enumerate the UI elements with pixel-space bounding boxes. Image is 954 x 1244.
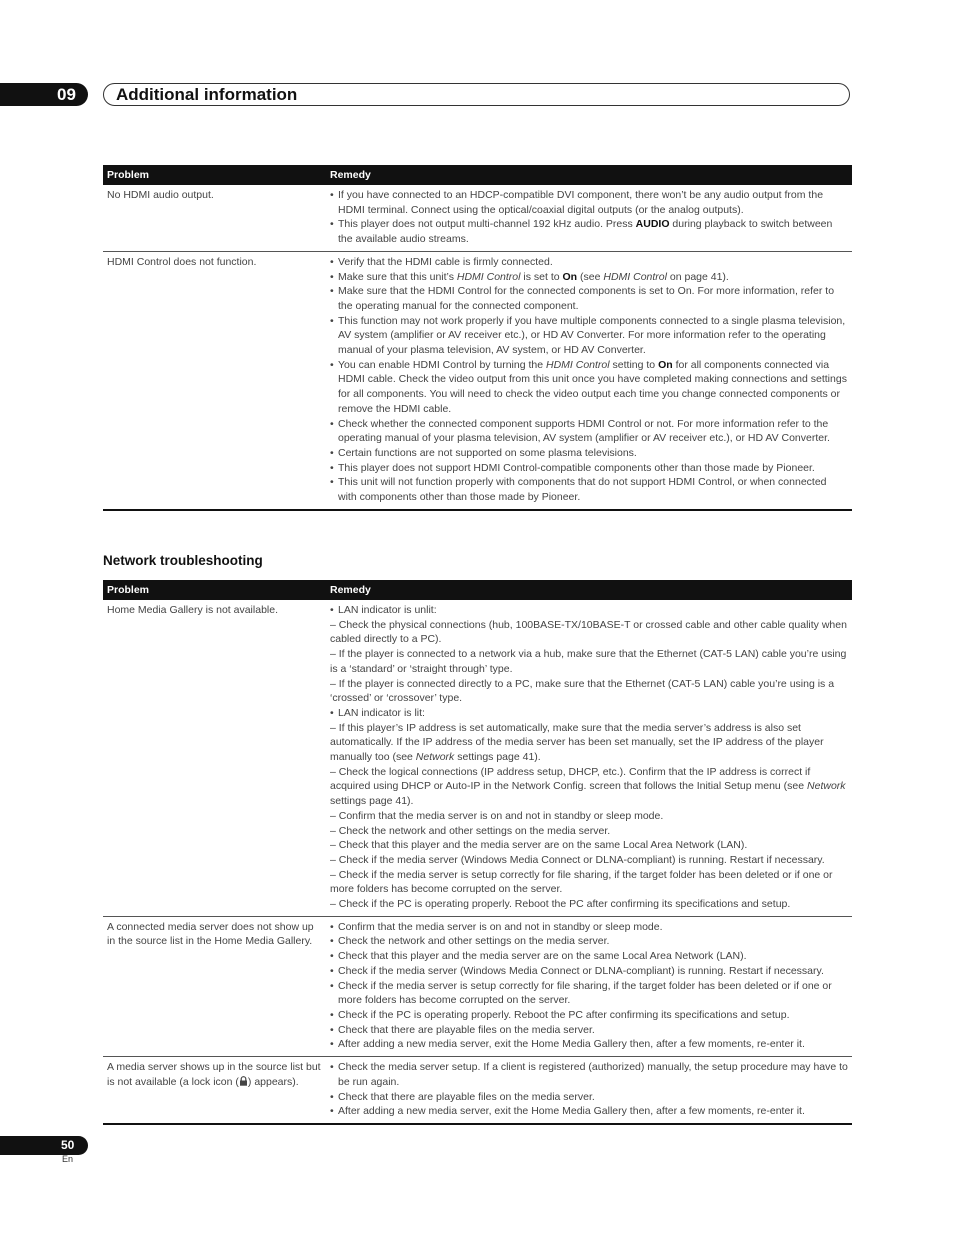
table-row bbox=[103, 600, 852, 916]
remedy-text: – Check that this player and the media server are on the same Local Area Network (LAN). bbox=[330, 839, 748, 852]
remedy-dash-item bbox=[330, 618, 848, 647]
remedy-text: Check the network and other settings on the media server. bbox=[338, 935, 610, 948]
remedy-text: LAN indicator is lit: bbox=[338, 706, 425, 719]
remedy-text: Verify that the HDMI cable is firmly connected. bbox=[338, 255, 553, 268]
remedy-dash-item bbox=[330, 721, 848, 765]
remedy-text: settings page 41). bbox=[330, 795, 414, 808]
remedy-bullet-item bbox=[330, 1023, 848, 1038]
language-code: En bbox=[62, 1154, 74, 1164]
column-header-problem: Problem bbox=[103, 580, 326, 600]
column-header-remedy: Remedy bbox=[326, 580, 852, 600]
remedy-text: Check the media server setup. If a client is registered (authorized) manually, the setup procedure may have to be run again. bbox=[338, 1061, 848, 1088]
remedy-bullet-item bbox=[330, 270, 848, 285]
remedy-cell bbox=[326, 251, 852, 509]
remedy-bullet-item bbox=[330, 446, 848, 461]
remedy-bullet-item bbox=[330, 1060, 848, 1089]
remedy-text: Check if the media server is setup correctly for file sharing, if the target folder has been deleted or if one or more folders has become corrupted on the server. bbox=[338, 979, 832, 1007]
remedy-text: setting to bbox=[609, 358, 659, 371]
remedy-text: – Check the network and other settings on the media server. bbox=[330, 824, 611, 837]
remedy-bullet-item bbox=[330, 603, 848, 618]
remedy-bullet-item bbox=[330, 417, 848, 446]
remedy-text: Make sure that this unit’s bbox=[338, 270, 457, 283]
table-row bbox=[103, 916, 852, 1056]
table-header-row bbox=[103, 165, 852, 185]
remedy-text: during playback to switch between the available audio streams. bbox=[338, 218, 833, 246]
remedy-cell bbox=[326, 600, 852, 916]
remedy-bullet-item bbox=[330, 217, 848, 246]
remedy-bullet-item bbox=[330, 188, 848, 217]
network-troubleshooting-table bbox=[103, 580, 852, 1125]
remedy-bullet-item bbox=[330, 475, 848, 504]
remedy-text: This unit will not function properly with components that do not support HDMI Control, or when connected with components other than those made by Pioneer. bbox=[338, 476, 827, 504]
remedy-text: – Check if the media server is setup correctly for file sharing, if the target folder has been deleted or if one or more folders has become corrupted on the server. bbox=[330, 868, 833, 896]
chapter-number-tab bbox=[0, 83, 88, 106]
remedy-bullet-item bbox=[330, 1090, 848, 1105]
remedy-bullet-item bbox=[330, 949, 848, 964]
chapter-title: Additional information bbox=[116, 85, 298, 104]
remedy-bullet-item bbox=[330, 284, 848, 313]
chapter-number: 09 bbox=[57, 85, 76, 104]
remedy-text: – Confirm that the media server is on and not in standby or sleep mode. bbox=[330, 809, 664, 822]
problem-text-after: ) appears). bbox=[247, 1075, 299, 1088]
remedy-text: (see bbox=[577, 270, 604, 283]
remedy-text: is set to bbox=[520, 270, 563, 283]
remedy-text: on page 41). bbox=[666, 270, 729, 283]
remedy-text: LAN indicator is unlit: bbox=[338, 604, 437, 616]
remedy-italic-text: Network bbox=[415, 751, 455, 764]
problem-text-before: A media server shows up in the source list but is not available (a lock icon ( bbox=[107, 1061, 321, 1088]
remedy-text: – Check the logical connections (IP address setup, DHCP, etc.). Confirm that the IP address is correct if acquired using DHCP or Auto-IP in the Network Config. screen that follows the Initial Setup menu (see bbox=[330, 765, 811, 793]
remedy-text: – If the player is connected directly to a PC, make sure that the Ethernet (CAT-5 LAN) cable you’re using is a ‘crossed’ or ‘crossover’ type. bbox=[330, 677, 835, 705]
remedy-bullet-item bbox=[330, 934, 848, 949]
remedy-bullet-item bbox=[330, 979, 848, 1008]
remedy-text: After adding a new media server, exit the Home Media Gallery then, after a few moments, re-enter it. bbox=[338, 1038, 805, 1051]
remedy-dash-item bbox=[330, 868, 848, 897]
lock-icon bbox=[239, 1076, 248, 1091]
problem-cell: Home Media Gallery is not available. bbox=[103, 600, 326, 916]
hdmi-troubleshooting-table bbox=[103, 165, 852, 511]
remedy-text: This function may not work properly if you have multiple components connected to a single plasma television, AV system (amplifier or AV receiver etc.), or HD AV Converter. For more information refer to the operating manual of your plasma television, AV system, or HD AV Converter. bbox=[338, 314, 846, 357]
remedy-text: – If the player is connected to a network via a hub, make sure that the Ethernet (CAT-5 LAN) cable you’re using is a ‘standard’ or ‘straight through’ type. bbox=[330, 648, 847, 675]
remedy-text: Check if the PC is operating properly. Reboot the PC after confirming its specifications and setup. bbox=[338, 1008, 790, 1021]
remedy-text: Check that there are playable files on the media server. bbox=[338, 1023, 595, 1036]
remedy-text: Check that there are playable files on the media server. bbox=[338, 1090, 595, 1103]
remedy-bold-text: On bbox=[562, 270, 578, 283]
remedy-text: – Check if the media server (Windows Media Connect or DLNA-compliant) is running. Restart if necessary. bbox=[330, 853, 825, 866]
remedy-italic-text: HDMI Control bbox=[546, 358, 610, 371]
remedy-dash-item bbox=[330, 824, 848, 839]
remedy-text: If you have connected to an HDCP-compatible DVI component, there won’t be any audio output from the HDMI terminal. Connect using the optical/coaxial digital outputs (or the analog outputs). bbox=[338, 189, 824, 216]
remedy-bold-text: On bbox=[658, 358, 673, 371]
table-header-row bbox=[103, 580, 852, 600]
problem-cell: HDMI Control does not function. bbox=[103, 251, 326, 509]
remedy-text: settings page 41). bbox=[454, 751, 541, 764]
remedy-bullet-item bbox=[330, 314, 848, 358]
problem-cell: No HDMI audio output. bbox=[103, 185, 326, 251]
remedy-bullet-item bbox=[330, 1104, 848, 1119]
table-row bbox=[103, 251, 852, 509]
remedy-dash-item bbox=[330, 809, 848, 824]
remedy-italic-text: HDMI Control bbox=[603, 270, 667, 283]
remedy-dash-item bbox=[330, 677, 848, 706]
table-row bbox=[103, 1057, 852, 1124]
remedy-bullet-item bbox=[330, 920, 848, 935]
remedy-text: – Check if the PC is operating properly. Reboot the PC after confirming its specifications and setup. bbox=[330, 898, 791, 911]
remedy-text: Certain functions are not supported on some plasma televisions. bbox=[338, 446, 637, 459]
remedy-bullet-item bbox=[330, 461, 848, 476]
remedy-dash-item bbox=[330, 647, 848, 676]
remedy-bullet-item bbox=[330, 358, 848, 417]
remedy-text: After adding a new media server, exit the Home Media Gallery then, after a few moments, re-enter it. bbox=[338, 1105, 805, 1118]
remedy-cell bbox=[326, 1057, 852, 1124]
remedy-text: – Check the physical connections (hub, 100BASE-TX/10BASE-T or crossed cable and other cable quality when cabled directly to a PC). bbox=[330, 618, 847, 646]
page-number: 50 bbox=[61, 1138, 75, 1152]
remedy-cell bbox=[326, 185, 852, 251]
remedy-bullet-item bbox=[330, 706, 848, 721]
section-heading: Network troubleshooting bbox=[103, 553, 263, 568]
remedy-text: This player does not output multi-channel 192 kHz audio. Press bbox=[338, 218, 636, 231]
remedy-text: Check if the media server (Windows Media Connect or DLNA-compliant) is running. Restart if necessary. bbox=[338, 964, 824, 977]
remedy-text: This player does not support HDMI Control-compatible components other than those made by Pioneer. bbox=[338, 461, 815, 474]
remedy-dash-item bbox=[330, 897, 848, 912]
column-header-remedy: Remedy bbox=[326, 165, 852, 185]
remedy-bullet-item bbox=[330, 1008, 848, 1023]
remedy-dash-item bbox=[330, 838, 848, 853]
problem-cell: A connected media server does not show up in the source list in the Home Media Gallery. bbox=[103, 916, 326, 1056]
remedy-bullet-item bbox=[330, 964, 848, 979]
remedy-text: Confirm that the media server is on and not in standby or sleep mode. bbox=[338, 920, 663, 933]
remedy-bullet-item bbox=[330, 1037, 848, 1052]
remedy-dash-item bbox=[330, 765, 848, 809]
remedy-text: for all components connected via HDMI cable. Check the video output from this unit once you have completed making connections and settings for all components. You will need to check the video output each time you change connected components or remove the HDMI cable. bbox=[338, 358, 847, 415]
remedy-text: – If this player’s IP address is set automatically, make sure that the media server’s address is also set automatically. If the IP address of the media server has been set manually, set the IP address of the player manually too (see bbox=[330, 721, 824, 764]
remedy-text: You can enable HDMI Control by turning the bbox=[338, 358, 546, 371]
remedy-dash-item bbox=[330, 853, 848, 868]
remedy-italic-text: Network bbox=[807, 780, 846, 793]
remedy-cell bbox=[326, 916, 852, 1056]
remedy-bold-text: AUDIO bbox=[635, 218, 670, 231]
remedy-bullet-item bbox=[330, 255, 848, 270]
problem-cell bbox=[103, 1057, 326, 1124]
table-row bbox=[103, 185, 852, 251]
page-number-tab bbox=[0, 1136, 88, 1155]
remedy-italic-text: HDMI Control bbox=[456, 270, 521, 283]
remedy-text: Make sure that the HDMI Control for the connected components is set to On. For more information, refer to the operating manual for the connected component. bbox=[338, 285, 835, 312]
remedy-text: Check that this player and the media server are on the same Local Area Network (LAN). bbox=[338, 950, 747, 963]
remedy-text: Check whether the connected component supports HDMI Control or not. For more information refer to the operating manual of your plasma television, AV system (amplifier or AV receiver etc.), or HD AV Converter. bbox=[338, 417, 830, 445]
column-header-problem: Problem bbox=[103, 165, 326, 185]
